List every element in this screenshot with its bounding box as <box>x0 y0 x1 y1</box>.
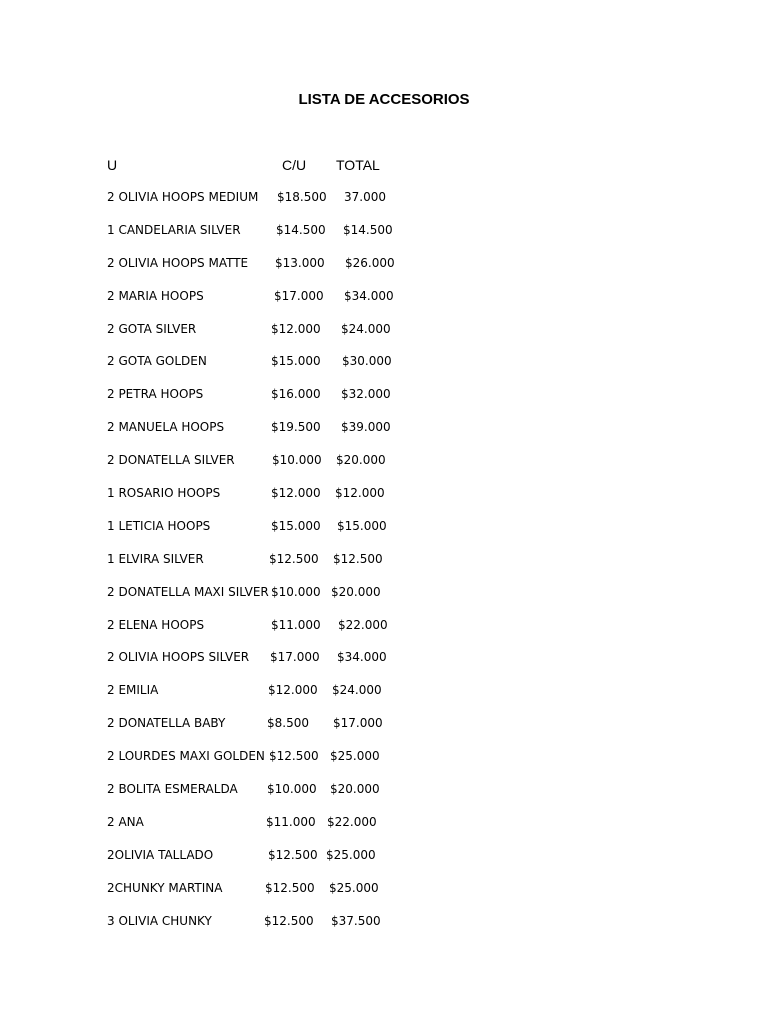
list-item <box>0 319 768 352</box>
table-header <box>0 155 768 175</box>
item-description: 2CHUNKY MARTINA <box>107 880 223 895</box>
item-total: $15.000 <box>337 518 387 533</box>
item-unit-cost: $12.500 <box>264 913 314 928</box>
item-description: 2 MARIA HOOPS <box>107 288 204 303</box>
item-total: $17.000 <box>333 716 383 731</box>
item-unit-cost: $15.000 <box>271 354 321 369</box>
item-unit-cost: $17.000 <box>270 650 320 665</box>
item-unit-cost: $8.500 <box>267 716 309 731</box>
item-description: 2OLIVIA TALLADO <box>107 847 214 862</box>
list-item <box>0 713 768 746</box>
item-total: $34.000 <box>337 650 387 665</box>
item-description: 2 LOURDES MAXI GOLDEN <box>107 749 265 764</box>
list-item <box>0 549 768 582</box>
item-total: $25.000 <box>329 880 379 895</box>
list-item <box>0 845 768 878</box>
item-unit-cost: $17.000 <box>274 288 324 303</box>
item-total: $14.500 <box>343 222 393 237</box>
unit-cost-header: C/U <box>282 157 307 173</box>
item-description: 1 LETICIA HOOPS <box>107 518 211 533</box>
item-total: $34.000 <box>344 288 394 303</box>
list-item <box>0 746 768 779</box>
item-total: $22.000 <box>338 617 388 632</box>
item-total: $12.500 <box>333 551 383 566</box>
item-description: 2 DONATELLA SILVER <box>107 453 235 468</box>
item-total: $20.000 <box>330 782 380 797</box>
item-description: 2 GOTA SILVER <box>107 321 197 336</box>
list-item <box>0 582 768 615</box>
list-item <box>0 220 768 253</box>
item-description: 2 BOLITA ESMERALDA <box>107 782 238 797</box>
list-item <box>0 450 768 483</box>
item-total: $12.000 <box>335 486 385 501</box>
item-total: $20.000 <box>336 453 386 468</box>
item-unit-cost: $12.500 <box>269 551 319 566</box>
item-total: $24.000 <box>341 321 391 336</box>
item-unit-cost: $10.000 <box>272 453 322 468</box>
list-item <box>0 911 768 944</box>
item-unit-cost: $19.500 <box>271 420 321 435</box>
item-total: $39.000 <box>341 420 391 435</box>
item-description: 2 EMILIA <box>107 683 159 698</box>
list-item <box>0 384 768 417</box>
item-description: 2 OLIVIA HOOPS SILVER <box>107 650 250 665</box>
item-description: 2 DONATELLA MAXI SILVER <box>107 584 269 599</box>
item-description: 1 ROSARIO HOOPS <box>107 486 221 501</box>
list-item <box>0 779 768 812</box>
item-unit-cost: $12.500 <box>265 880 315 895</box>
list-item <box>0 647 768 680</box>
item-total: $25.000 <box>326 847 376 862</box>
item-description: 2 GOTA GOLDEN <box>107 354 207 369</box>
item-list <box>0 187 768 943</box>
item-unit-cost: $11.000 <box>271 617 321 632</box>
list-item <box>0 812 768 845</box>
item-total: $25.000 <box>330 749 380 764</box>
list-item <box>0 680 768 713</box>
item-unit-cost: $18.500 <box>277 190 327 204</box>
list-item <box>0 417 768 450</box>
item-unit-cost: $13.000 <box>275 255 325 270</box>
units-header: U <box>107 157 118 173</box>
item-unit-cost: $12.000 <box>271 486 321 501</box>
item-description: 2 OLIVIA HOOPS MATTE <box>107 255 249 270</box>
item-unit-cost: $12.000 <box>268 683 318 698</box>
item-description: 2 DONATELLA BABY <box>107 716 226 731</box>
list-item <box>0 615 768 648</box>
item-description: 2 MANUELA HOOPS <box>107 420 225 435</box>
item-unit-cost: $12.500 <box>269 749 319 764</box>
item-unit-cost: $16.000 <box>271 387 321 402</box>
item-unit-cost: $12.000 <box>271 321 321 336</box>
list-item <box>0 253 768 286</box>
item-unit-cost: $10.000 <box>271 584 321 599</box>
item-total: $24.000 <box>332 683 382 698</box>
item-unit-cost: $11.000 <box>266 814 316 829</box>
item-total: $37.500 <box>331 913 381 928</box>
page-title: LISTA DE ACCESORIOS <box>298 91 470 108</box>
item-description: 3 OLIVIA CHUNKY <box>107 913 212 928</box>
item-unit-cost: $12.500 <box>268 847 318 862</box>
item-unit-cost: $14.500 <box>276 222 326 237</box>
item-unit-cost: $15.000 <box>271 518 321 533</box>
item-description: 2 ELENA HOOPS <box>107 617 205 632</box>
total-header: TOTAL <box>336 157 380 173</box>
item-total: $32.000 <box>341 387 391 402</box>
list-item <box>0 483 768 516</box>
list-item <box>0 286 768 319</box>
item-total: $22.000 <box>327 814 377 829</box>
list-item <box>0 187 768 220</box>
item-description: 2 ANA <box>107 814 144 829</box>
item-description: 2 OLIVIA HOOPS MEDIUM <box>107 190 259 204</box>
item-unit-cost: $10.000 <box>267 782 317 797</box>
list-item <box>0 351 768 384</box>
item-total: $20.000 <box>331 584 381 599</box>
item-total: $26.000 <box>345 255 395 270</box>
item-total: $30.000 <box>342 354 392 369</box>
item-description: 1 CANDELARIA SILVER <box>107 222 241 237</box>
item-description: 2 PETRA HOOPS <box>107 387 204 402</box>
list-item <box>0 878 768 911</box>
item-total: 37.000 <box>344 190 386 204</box>
list-item <box>0 516 768 549</box>
item-description: 1 ELVIRA SILVER <box>107 551 204 566</box>
